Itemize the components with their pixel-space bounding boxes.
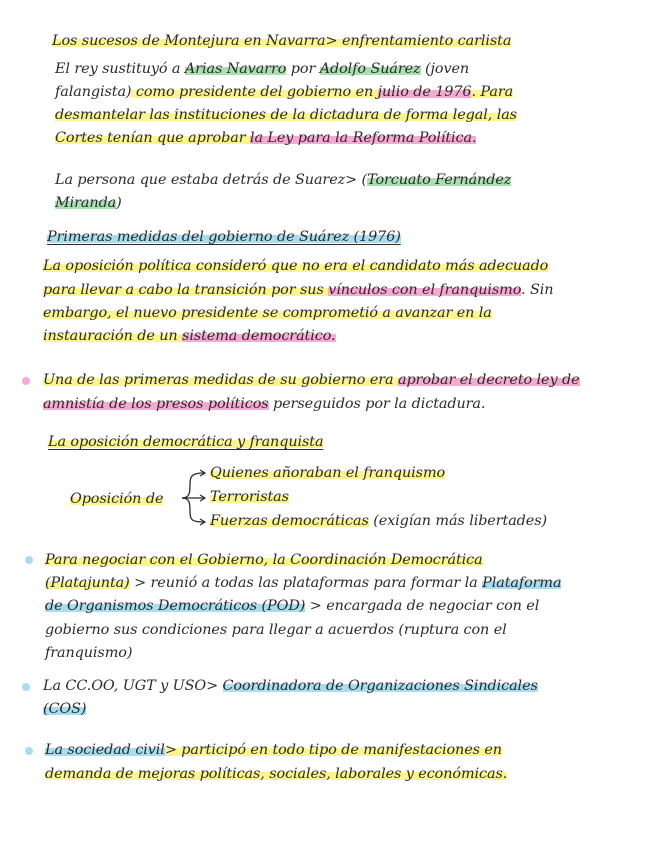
- paragraph-line: embargo, el nuevo presidente se comprometió a avanzar en la: [43, 305, 492, 321]
- paragraph-line: El rey sustituyó a Arias Navarro por Adolfo Suárez (joven: [55, 61, 470, 77]
- paragraph-line: falangista) como presidente del gobierno en julio de 1976. Para: [55, 84, 514, 100]
- bullet-line: Una de las primeras medidas de su gobierno era aprobar el decreto ley de: [43, 372, 580, 388]
- paragraph-line: Cortes tenían que aprobar la Ley para la Reforma Política.: [55, 130, 477, 146]
- bullet-line: amnistía de los presos políticos perseguidos por la dictadura.: [43, 396, 486, 412]
- brace-arrows-icon: [176, 466, 210, 528]
- paragraph-line: La oposición política consideró que no era el candidato más adecuado: [43, 258, 549, 274]
- bullet-dot-icon: [22, 683, 30, 691]
- bullet-line: de Organismos Democráticos (POD) > encargada de negociar con el: [45, 598, 540, 614]
- section-title-primeras-medidas: Primeras medidas del gobierno de Suárez (1976): [47, 229, 401, 245]
- bullet-line: (Platajunta) > reunió a todas las plataformas para formar la Plataforma: [45, 575, 562, 591]
- bullet-line: gobierno sus condiciones para llegar a acuerdos (ruptura con el: [45, 622, 507, 638]
- diagram-branch: Fuerzas democráticas (exigían más libertades): [210, 513, 547, 529]
- bullet-line: demanda de mejoras políticas, sociales, laborales y económicas.: [45, 766, 508, 782]
- paragraph-line: La persona que estaba detrás de Suarez> (Torcuato Fernández: [55, 172, 512, 188]
- paragraph-line: instauración de un sistema democrático.: [43, 328, 336, 344]
- paragraph-line: Miranda): [55, 195, 122, 211]
- bullet-dot-icon: [25, 747, 33, 755]
- diagram-branch: Terroristas: [210, 489, 289, 505]
- bullet-dot-icon: [22, 377, 30, 385]
- bullet-dot-icon: [25, 556, 33, 564]
- bullet-line: (COS): [43, 701, 87, 717]
- section-title-montejura: Los sucesos de Montejura en Navarra> enfrentamiento carlista: [52, 33, 512, 49]
- bullet-line: La sociedad civil> participó en todo tipo de manifestaciones en: [45, 742, 502, 758]
- paragraph-line: desmantelar las instituciones de la dictadura de forma legal, las: [55, 107, 517, 123]
- bullet-line: franquismo): [45, 645, 133, 661]
- section-title-oposicion: La oposición democrática y franquista: [48, 434, 324, 450]
- bullet-line: Para negociar con el Gobierno, la Coordinación Democrática: [45, 552, 483, 568]
- diagram-root-label: Oposición de: [70, 491, 164, 507]
- paragraph-line: para llevar a cabo la transición por sus vínculos con el franquismo. Sin: [43, 282, 554, 298]
- bullet-line: La CC.OO, UGT y USO> Coordinadora de Organizaciones Sindicales: [43, 678, 538, 694]
- diagram-branch: Quienes añoraban el franquismo: [210, 465, 446, 481]
